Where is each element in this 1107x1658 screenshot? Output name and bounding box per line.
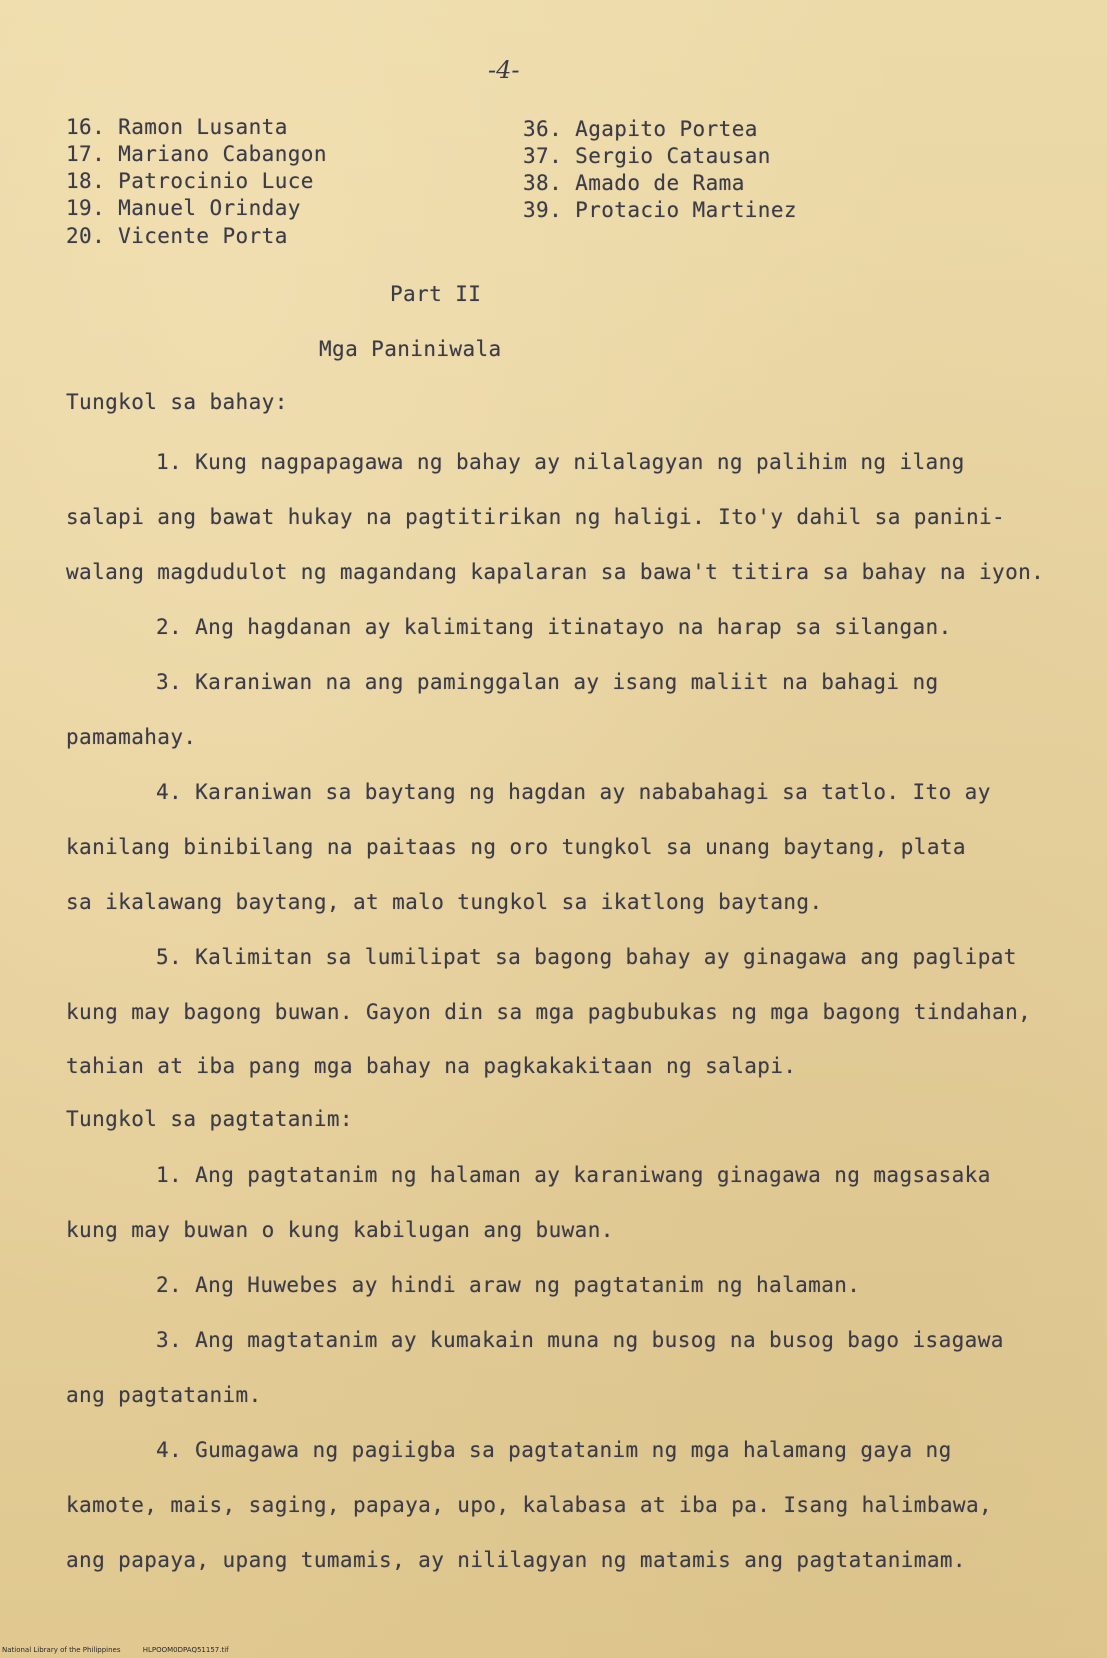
page-number: -4- [488, 56, 520, 84]
part-subtitle: Mga Paniniwala [319, 337, 502, 361]
name-list-item: 17. Mariano Cabangon [66, 142, 327, 166]
paragraph-line: kanilang binibilang na paitaas ng oro tungkol sa unang baytang, plata [66, 835, 966, 859]
paragraph-line: pamamahay. [66, 725, 197, 749]
name-list-item: 18. Patrocinio Luce [66, 169, 314, 193]
paragraph-line: 1. Kung nagpapagawa ng bahay ay nilalagyan ng palihim ng ilang [156, 450, 965, 474]
name-list-item: 37. Sergio Catausan [523, 144, 771, 168]
paragraph-line: sa ikalawang baytang, at malo tungkol sa ikatlong baytang. [66, 890, 823, 914]
part-heading: Part II [390, 282, 482, 306]
footer-library: National Library of the Philippines [2, 1646, 121, 1654]
paragraph-line: 3. Karaniwan na ang paminggalan ay isang maliit na bahagi ng [156, 670, 939, 694]
paragraph-line: 4. Karaniwan sa baytang ng hagdan ay nababahagi sa tatlo. Ito ay [156, 780, 991, 804]
scan-footer [2, 1646, 249, 1654]
paragraph-line: salapi ang bawat hukay na pagtitirikan ng haligi. Ito'y dahil sa panini- [66, 505, 1006, 529]
paragraph-line: 5. Kalimitan sa lumilipat sa bagong bahay ay ginagawa ang paglipat [156, 945, 1017, 969]
paragraph-line: kung may buwan o kung kabilugan ang buwan. [66, 1218, 614, 1242]
paragraph-line: 1. Ang pagtatanim ng halaman ay karaniwang ginagawa ng magsasaka [156, 1163, 991, 1187]
paragraph-line: 3. Ang magtatanim ay kumakain muna ng busog na busog bago isagawa [156, 1328, 1004, 1352]
name-list-item: 19. Manuel Orinday [66, 196, 301, 220]
name-list-item: 38. Amado de Rama [523, 171, 745, 195]
paragraph-line: ang papaya, upang tumamis, ay nililagyan ng matamis ang pagtatanimam. [66, 1548, 966, 1572]
paragraph-line: kung may bagong buwan. Gayon din sa mga pagbubukas ng mga bagong tindahan, [66, 1000, 1032, 1024]
name-list-item: 39. Protacio Martinez [523, 198, 797, 222]
section-heading: Tungkol sa pagtatanim: [66, 1107, 353, 1131]
paragraph-line: 2. Ang hagdanan ay kalimitang itinatayo na harap sa silangan. [156, 615, 952, 639]
paragraph-line: 2. Ang Huwebes ay hindi araw ng pagtatanim ng halaman. [156, 1273, 861, 1297]
paragraph-line: 4. Gumagawa ng pagiigba sa pagtatanim ng mga halamang gaya ng [156, 1438, 952, 1462]
footer-file-id: HLPOOM0DPAQ51157.tif [142, 1646, 229, 1654]
paragraph-line: tahian at iba pang mga bahay na pagkakakitaan ng salapi. [66, 1054, 797, 1078]
name-list-item: 16. Ramon Lusanta [66, 115, 288, 139]
paragraph-line: walang magdudulot ng magandang kapalaran sa bawa't titira sa bahay na iyon. [66, 560, 1045, 584]
paragraph-line: ang pagtatanim. [66, 1383, 262, 1407]
name-list-item: 36. Agapito Portea [523, 117, 758, 141]
section-heading: Tungkol sa bahay: [66, 390, 288, 414]
paragraph-line: kamote, mais, saging, papaya, upo, kalabasa at iba pa. Isang halimbawa, [66, 1493, 993, 1517]
name-list-item: 20. Vicente Porta [66, 224, 288, 248]
